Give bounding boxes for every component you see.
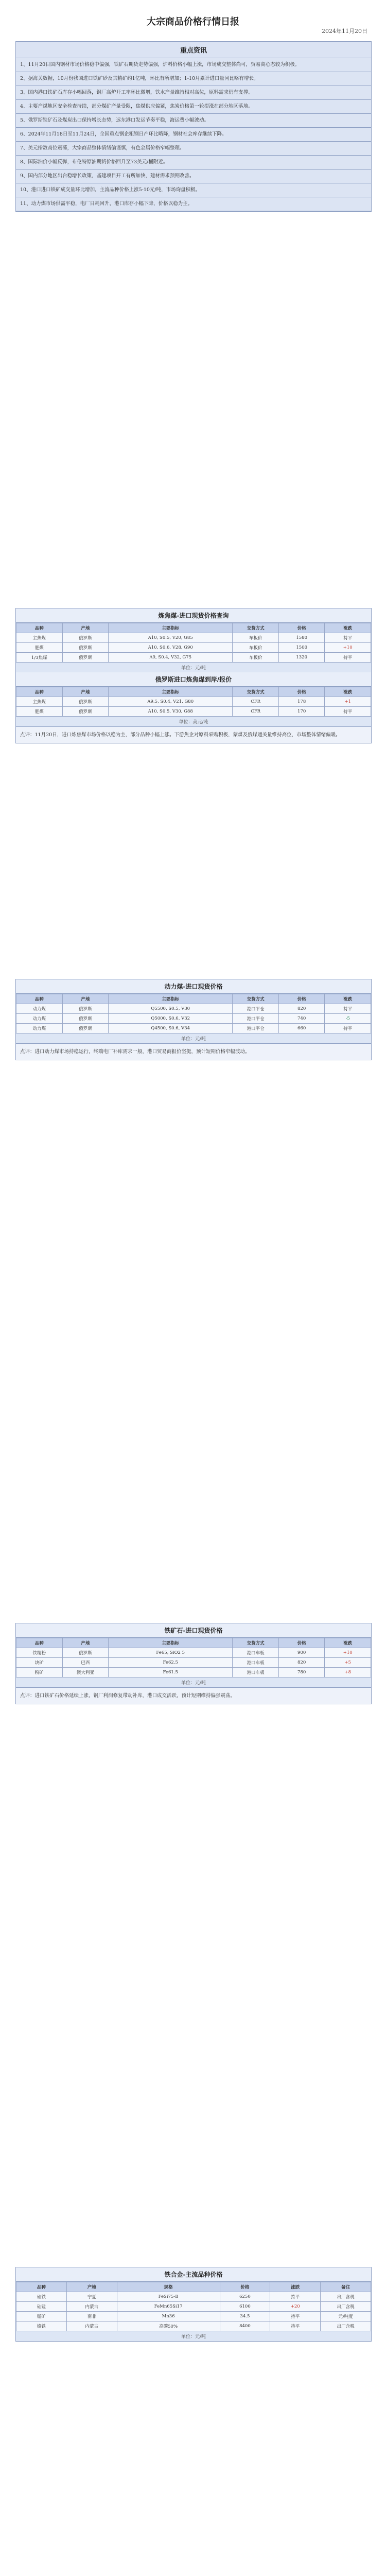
cell: 内蒙古: [66, 2302, 117, 2312]
cell: 车板价: [233, 653, 279, 663]
news-item: 11、动力煤市场供需平稳，电厂日耗回升，港口库存小幅下降，价格以稳为主。: [16, 197, 371, 211]
col-header: 涨跌: [270, 2282, 321, 2292]
cell: 俄罗斯: [62, 653, 109, 663]
cell: 俄罗斯: [62, 1648, 109, 1658]
table-row: [16, 707, 371, 717]
table-row: [16, 1648, 371, 1658]
cell: 硅铁: [16, 2292, 67, 2302]
col-header: 交货方式: [233, 687, 279, 697]
cell: 港口平仓: [233, 1024, 279, 1033]
cell: 持平: [270, 2321, 321, 2331]
col-header: 品种: [16, 2282, 67, 2292]
section-title: 铁矿石-进口现货价格: [16, 1623, 371, 1638]
cell: 34.5: [220, 2312, 270, 2321]
cell: 持平: [270, 2292, 321, 2302]
cell: 持平: [270, 2312, 321, 2321]
cell: 出厂含税: [321, 2321, 371, 2331]
cell: Fe62.5: [109, 1658, 233, 1668]
news-item: 7、美元指数高位震荡，大宗商品整体情绪偏谨慎，有色金属价格窄幅整理。: [16, 142, 371, 156]
cell: 持平: [325, 633, 371, 643]
cell: 820: [278, 1004, 325, 1014]
cell: 持平: [325, 707, 371, 717]
col-header: 价格: [278, 994, 325, 1004]
cell: 俄罗斯: [62, 633, 109, 643]
cell: 锰矿: [16, 2312, 67, 2321]
coking-coal-section: [15, 608, 372, 743]
cell: 港口车板: [233, 1668, 279, 1677]
cell: 1500: [278, 643, 325, 653]
table-row: [16, 2292, 371, 2302]
cell: 铁精粉: [16, 1648, 63, 1658]
price-table: [16, 623, 371, 663]
col-header: 主要指标: [109, 994, 233, 1004]
unit-note: 单位：元/吨: [181, 2334, 206, 2340]
table-row: [16, 1024, 371, 1033]
market-comment: 点评：进口铁矿石价格延续上涨，钢厂利润修复带动补库，港口成交活跃，预计短期维持偏强震荡。: [16, 1687, 371, 1704]
cell: 港口车板: [233, 1648, 279, 1658]
cell: 1580: [278, 633, 325, 643]
col-header: 涨跌: [325, 687, 371, 697]
cell: -5: [325, 1014, 371, 1024]
cell: 持平: [325, 1004, 371, 1014]
cell: A9, S0.4, V32, G75: [109, 653, 233, 663]
cell: 6250: [220, 2292, 270, 2302]
news-item: 8、国际油价小幅反弹，布伦特原油期货价格回升至73美元/桶附近。: [16, 156, 371, 170]
news-item: 6、2024年11月18日至11月24日，全国重点钢企粗钢日产环比略降，钢材社会库存继续下降。: [16, 128, 371, 142]
cell: 动力煤: [16, 1014, 63, 1024]
cell: A9.5, S0.4, V21, G80: [109, 697, 233, 707]
cell: 块矿: [16, 1658, 63, 1668]
table-row: [16, 653, 371, 663]
market-comment: 点评：11月20日，进口炼焦煤市场价格以稳为主，部分品种小幅上涨。下游焦企对原料采购积极，蒙煤及俄煤通关量维持高位，市场整体情绪偏暖。: [16, 726, 371, 743]
cell: 巴西: [62, 1658, 109, 1668]
cell: A10, S0.6, V28, G90: [109, 643, 233, 653]
cell: +1: [325, 697, 371, 707]
cell: 出厂含税: [321, 2302, 371, 2312]
cell: 出厂含税: [321, 2292, 371, 2302]
cell: 660: [278, 1024, 325, 1033]
cell: 170: [278, 707, 325, 717]
cell: FeMn65Si17: [117, 2302, 220, 2312]
cell: +10: [325, 1648, 371, 1658]
cell: 肥煤: [16, 707, 63, 717]
cell: 元/吨度: [321, 2312, 371, 2321]
cell: 俄罗斯: [62, 1024, 109, 1033]
cell: 740: [278, 1014, 325, 1024]
price-table: [16, 2282, 371, 2331]
col-header: 主要指标: [109, 1638, 233, 1648]
cell: 动力煤: [16, 1004, 63, 1014]
section-title: 铁合金-主流品种价格: [16, 2267, 371, 2282]
cell: Q5000, S0.6, V32: [109, 1014, 233, 1024]
cell: 宁夏: [66, 2292, 117, 2302]
table-row: [16, 1658, 371, 1668]
cell: CFR: [233, 707, 279, 717]
cell: CFR: [233, 697, 279, 707]
cell: 澳大利亚: [62, 1668, 109, 1677]
col-header: 品种: [16, 994, 63, 1004]
col-header: 交货方式: [233, 623, 279, 633]
cell: 900: [278, 1648, 325, 1658]
cell: 肥煤: [16, 643, 63, 653]
col-header: 主要指标: [109, 623, 233, 633]
col-header: 产地: [62, 994, 109, 1004]
col-header: 产地: [66, 2282, 117, 2292]
cell: 持平: [325, 653, 371, 663]
col-header: 主要指标: [109, 687, 233, 697]
section-title: 俄罗斯进口炼焦煤到岸/报价: [16, 672, 371, 687]
news-item: 9、国内部分地区出台稳增长政策，基建项目开工有所加快，建材需求预期改善。: [16, 170, 371, 183]
cell: A10, S0.5, V20, G85: [109, 633, 233, 643]
market-comment: 点评：进口动力煤市场持稳运行，终端电厂补库需求一般，港口贸易商报价坚挺，预计短期价格窄幅波动。: [16, 1043, 371, 1060]
cell: 780: [278, 1668, 325, 1677]
col-header: 产地: [62, 1638, 109, 1648]
thermal-coal-section: [15, 979, 372, 1060]
col-header: 价格: [278, 687, 325, 697]
unit-note: 单位：元/吨: [181, 666, 206, 671]
cell: Mn36: [117, 2312, 220, 2321]
cell: 港口车板: [233, 1658, 279, 1668]
news-item: 3、国内港口铁矿石库存小幅回落，钢厂高炉开工率环比微增，铁水产量维持相对高位，原料需求仍有支撑。: [16, 86, 371, 100]
cell: 8400: [220, 2321, 270, 2331]
cell: 动力煤: [16, 1024, 63, 1033]
col-header: 品种: [16, 687, 63, 697]
col-header: 涨跌: [325, 623, 371, 633]
table-row: [16, 1004, 371, 1014]
news-item: 2、据海关数据，10月份我国进口铁矿砂及其精矿约1亿吨，环比有所增加；1-10月累计进口量同比略有增长。: [16, 72, 371, 86]
iron-ore-section: [15, 1623, 372, 1704]
cell: 178: [278, 697, 325, 707]
cell: Q5500, S0.5, V30: [109, 1004, 233, 1014]
col-header: 规格: [117, 2282, 220, 2292]
news-title: 重点资讯: [16, 42, 371, 58]
table-row: [16, 2312, 371, 2321]
cell: Fe65, SiO2 5: [109, 1648, 233, 1658]
cell: +10: [325, 643, 371, 653]
col-header: 产地: [62, 687, 109, 697]
col-header: 交货方式: [233, 994, 279, 1004]
table-row: [16, 633, 371, 643]
report-date: 2024年11月20日: [322, 28, 367, 35]
cell: 高碳50%: [117, 2321, 220, 2331]
cell: 粉矿: [16, 1668, 63, 1677]
unit-note: 单位：元/吨: [181, 1681, 206, 1686]
cell: 持平: [325, 1024, 371, 1033]
col-header: 交货方式: [233, 1638, 279, 1648]
cell: 车板价: [233, 633, 279, 643]
news-item: 5、俄罗斯铁矿石及煤炭出口保持增长态势，远东港口发运节奏平稳，海运费小幅波动。: [16, 114, 371, 128]
table-row: [16, 697, 371, 707]
cell: A10, S0.5, V30, G88: [109, 707, 233, 717]
cell: +20: [270, 2302, 321, 2312]
unit-note: 单位：元/吨: [181, 1037, 206, 1042]
cell: 6100: [220, 2302, 270, 2312]
cell: 港口平仓: [233, 1014, 279, 1024]
cell: 内蒙古: [66, 2321, 117, 2331]
col-header: 品种: [16, 1638, 63, 1648]
cell: 俄罗斯: [62, 697, 109, 707]
col-header: 产地: [62, 623, 109, 633]
cell: 俄罗斯: [62, 1014, 109, 1024]
section-title: 炼焦煤-进口现货价格查询: [16, 608, 371, 623]
price-table: [16, 687, 371, 717]
report-title: 大宗商品价格行情日报: [147, 16, 239, 27]
col-header: 涨跌: [325, 1638, 371, 1648]
col-header: 价格: [278, 623, 325, 633]
cell: 南非: [66, 2312, 117, 2321]
cell: 俄罗斯: [62, 643, 109, 653]
table-row: [16, 1014, 371, 1024]
cell: +5: [325, 1658, 371, 1668]
cell: +8: [325, 1668, 371, 1677]
cell: 硅锰: [16, 2302, 67, 2312]
col-header: 备注: [321, 2282, 371, 2292]
cell: 港口平仓: [233, 1004, 279, 1014]
cell: 俄罗斯: [62, 1004, 109, 1014]
cell: 1320: [278, 653, 325, 663]
table-row: [16, 2321, 371, 2331]
cell: 车板价: [233, 643, 279, 653]
col-header: 品种: [16, 623, 63, 633]
price-table: [16, 994, 371, 1033]
table-row: [16, 1668, 371, 1677]
col-header: 价格: [278, 1638, 325, 1648]
col-header: 价格: [220, 2282, 270, 2292]
section-title: 动力煤-进口现货价格: [16, 979, 371, 994]
price-table: [16, 1638, 371, 1677]
cell: Q4500, S0.6, V34: [109, 1024, 233, 1033]
cell: 820: [278, 1658, 325, 1668]
unit-note: 单位：美元/吨: [179, 720, 208, 725]
news-panel: [15, 41, 372, 212]
news-item: 4、主要产煤地区安全检查持续，部分煤矿产量受限，焦煤供应偏紧，焦炭价格第一轮提涨在部分地区落地。: [16, 100, 371, 114]
cell: 俄罗斯: [62, 707, 109, 717]
cell: 主焦煤: [16, 633, 63, 643]
news-item: 10、港口进口铁矿成交量环比增加，主流品种价格上涨5-10元/吨，市场询盘积极。: [16, 183, 371, 197]
cell: 主焦煤: [16, 697, 63, 707]
ferroalloy-section: [15, 2267, 372, 2342]
cell: 铬铁: [16, 2321, 67, 2331]
cell: Fe61.5: [109, 1668, 233, 1677]
cell: 1/3焦煤: [16, 653, 63, 663]
table-row: [16, 2302, 371, 2312]
cell: FeSi75-B: [117, 2292, 220, 2302]
col-header: 涨跌: [325, 994, 371, 1004]
table-row: [16, 643, 371, 653]
news-item: 1、11月20日国内钢材市场价格稳中偏强，铁矿石期货走势偏强，炉料价格小幅上涨，市场成交整体尚可，贸易商心态较为积极。: [16, 58, 371, 72]
